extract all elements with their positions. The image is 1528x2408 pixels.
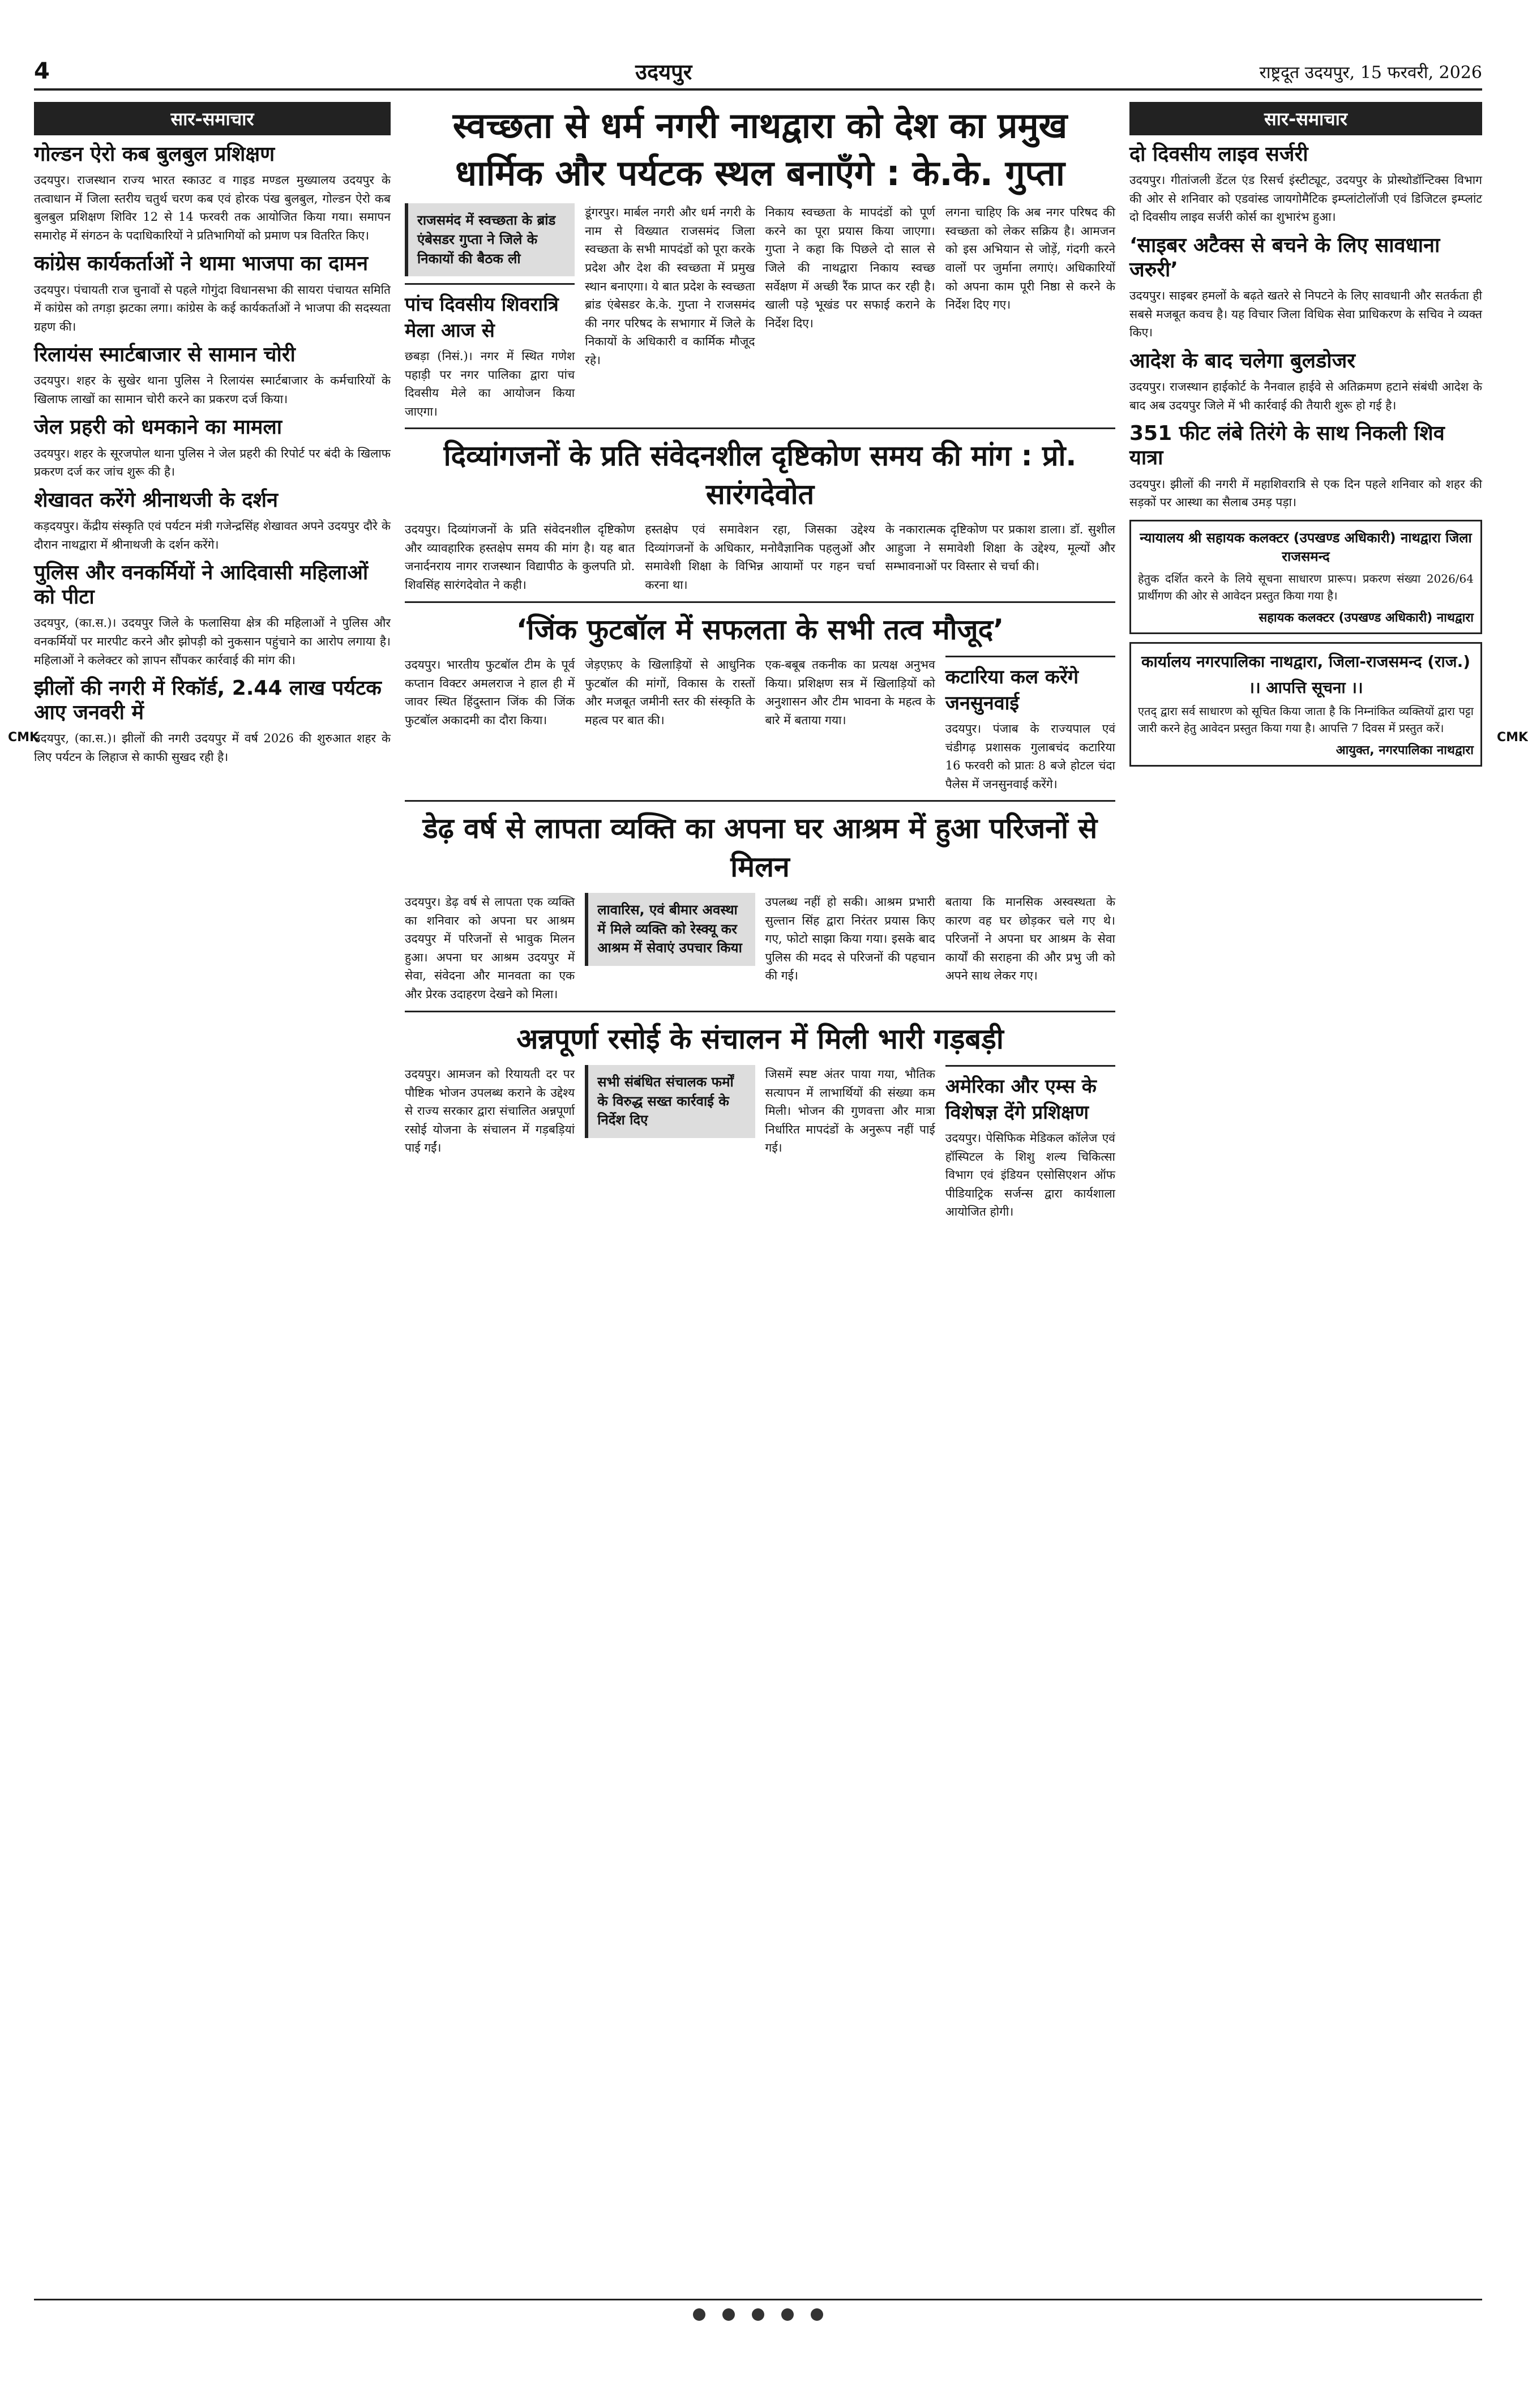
story-text: उदयपुर। पंचायती राज चुनावों से पहले गोगुंदा विधानसभा की सायरा पंचायत समिति में कांग्रेस को तगड़ा झटका लगा। कांग्रेस के कई कार्यकर्ताओं ने भाजपा की सदस्यता ग्रहण की। <box>34 283 391 333</box>
story-title: अमेरिका और एम्स के विशेषज्ञ देंगे प्रशिक्षण <box>945 1075 1097 1124</box>
color-dot-icon <box>693 2308 705 2321</box>
story-text: उदयपुर। पंजाब के राज्यपाल एवं चंडीगढ़ प्रशासक गुलाबचंद कटारिया 16 फरवरी को प्रातः 8 बजे होटल चंदा पैलेस में जनसुनवाई करेंगे। <box>945 722 1115 791</box>
registration-mark: CMK <box>1497 730 1528 745</box>
story-text: उदयपुर। पेसिफिक मेडिकल कॉलेज एवं हॉस्पिटल के शिशु शल्य चिकित्सा विभाग एवं इंडियन एसोसिएशन ऑफ पीडियाट्रिक सर्जन्स द्वारा कार्यशाला आयोजित होगी। <box>945 1131 1115 1219</box>
page-header <box>34 54 1482 91</box>
story-text: एक-बबूब तकनीक का प्रत्यक्ष अनुभव किया। प्रशिक्षण सत्र में खिलाड़ियों को अनुशासन और टीम भावना के महत्व के बारे में बताया गया। <box>765 658 935 727</box>
page-footer <box>34 2299 1482 2329</box>
story-text: उदयपुर, (का.स.)। उदयपुर जिले के फलासिया क्षेत्र की महिलाओं ने पुलिस और वनकर्मियों पर मारपीट करने और झोपड़ी को नुकसान पहुंचाने का आरोप लगाया है। महिलाओं ने कलेक्टर को ज्ञापन सौंपकर कार्रवाई की मांग की। <box>34 616 391 667</box>
story-text: लगना चाहिए कि अब नगर परिषद की स्वच्छता को लेकर सक्रिय है। आमजन को इस अभियान से जोड़ें, गंदगी करने वालों पर जुर्माना लगाएं। अधिकारियों को अपना काम पूरी निष्ठा से करने के निर्देश दिए गए। <box>945 206 1115 312</box>
story-text: उदयपुर। डेढ़ वर्ष से लापता एक व्यक्ति का शनिवार को अपना घर आश्रम उदयपुर में परिजनों से भावुक मिलन हुआ। अपना घर आश्रम उदयपुर में सेवा, संवेदना और मानवता का एक और प्रेरक उदाहरण देखने को मिला। <box>405 895 575 1001</box>
notice-title: न्यायालय श्री सहायक कलक्टर (उपखण्ड अधिकारी) नाथद्वारा जिला राजसमन्द <box>1140 529 1472 564</box>
story-text: जिसमें स्पष्ट अंतर पाया गया, भौतिक सत्यापन में लाभार्थियों की संख्या कम मिली। भोजन की गुणवत्ता और मात्रा निर्धारित मापदंडों के अनुरूप नहीं पाई गई। <box>765 1067 935 1155</box>
notice-text: एतद् द्वारा सर्व साधारण को सूचित किया जाता है कि निम्नांकित व्यक्तियों द्वारा पट्टा जारी करने हेतु आवेदन प्रस्तुत किया गया है। आपत्ति 7 दिवस में प्रस्तुत करें। <box>1138 704 1474 735</box>
story-text: उपलब्ध नहीं हो सकी। आश्रम प्रभारी सुल्तान सिंह द्वारा निरंतर प्रयास किए गए, फोटो साझा किया गया। इसके बाद पुलिस की मदद से परिजनों की पहचान की गई। <box>765 895 935 983</box>
story-title: पांच दिवसीय शिवरात्रि मेला आज से <box>405 293 559 343</box>
lead-headline: स्वच्छता से धर्म नगरी नाथद्वारा को देश का प्रमुख धार्मिक और पर्यटक स्थल बनाएँगे : के.के. गुप्ता <box>452 105 1068 194</box>
story-text: हस्तक्षेप एवं समावेशन रहा, जिसका उद्देश्य दिव्यांगजनों के अधिकार, मनोवैज्ञानिक पहलुओं और समावेशी शिक्षा के विभिन्न आयामों पर गहन चर्चा करना था। <box>645 523 875 592</box>
page-number: 4 <box>34 58 50 84</box>
legal-notice <box>1129 520 1482 634</box>
headline: ‘जिंक फुटबॉल में सफलता के सभी तत्व मौजूद’ <box>405 601 1115 649</box>
story-text: डूंगरपुर। मार्बल नगरी और धर्म नगरी के नाम से विख्यात राजसमंद जिला स्वच्छता के सभी मापदंडों को पूरा करके प्रदेश और देश की स्वच्छता में प्रमुख स्थान बनाएगा। ये बात प्रदेश के स्वच्छता ब्रांड एंबेसडर के.के. गुप्ता ने राजसमंद की नगर परिषद के सभागार में जिले के निकायों के अधिकारी व कार्मिक मौजूद रहे। <box>585 206 755 367</box>
story-title: ‘साइबर अटैक्स से बचने के लिए सावधाना जरुरी’ <box>1129 233 1440 282</box>
story-text: छबड़ा (निसं.)। नगर में स्थित गणेश पहाड़ी पर नगर पालिका द्वारा पांच दिवसीय मेले का आयोजन किया जाएगा। <box>405 349 575 418</box>
story-text: उदयपुर। भारतीय फुटबॉल टीम के पूर्व कप्तान विक्टर अमलराज ने हाल ही में जावर स्थित हिंदुस्तान जिंक की जिंक फुटबॉल अकादमी का दौरा किया। <box>405 658 575 727</box>
story-text: उदयपुर, (का.स.)। झीलों की नगरी उदयपुर में वर्ष 2026 की शुरुआत शहर के लिए पर्यटन के लिहाज से काफी सुखद रही है। <box>34 732 391 764</box>
story-text: उदयपुर। राजस्थान हाईकोर्ट के नैनवाल हाईवे से अतिक्रमण हटाने संबंधी आदेश के बाद अब उदयपुर जिले में भी कार्रवाई की तैयारी शुरू हो गई है। <box>1129 380 1482 412</box>
section-title: उदयपुर <box>635 59 692 84</box>
story-title: 351 फीट लंबे तिरंगे के साथ निकली शिव यात्रा <box>1129 422 1445 470</box>
story-text: उदयपुर। शहर के सुखेर थाना पुलिस ने रिलायंस स्मार्टबाजार के कर्मचारियों के खिलाफ लाखों का सामान चोरी करने का प्रकरण दर्ज किया। <box>34 374 391 406</box>
news-brief-kicker: सार-समाचार <box>1129 102 1482 135</box>
story-title: शेखावत करेंगे श्रीनाथजी के दर्शन <box>34 488 278 512</box>
date-line: राष्ट्रदूत उदयपुर, 15 फरवरी, 2026 <box>1259 62 1482 83</box>
left-column <box>34 102 391 2283</box>
story-title: गोल्डन ऐरो कब बुलबुल प्रशिक्षण <box>34 143 275 166</box>
story-text: बताया कि मानसिक अस्वस्थता के कारण वह घर छोड़कर चले गए थे। परिजनों ने अपना घर आश्रम के सेवा कार्यों की सराहना की और प्रभु जी को अपने साथ लेकर गए। <box>945 895 1115 983</box>
color-dot-icon <box>781 2308 794 2321</box>
right-column <box>1129 102 1482 2283</box>
notice-signature: आयुक्त, नगरपालिका नाथद्वारा <box>1336 743 1474 758</box>
story-title: कांग्रेस कार्यकर्ताओं ने थामा भाजपा का दामन <box>34 252 369 276</box>
story-title: आदेश के बाद चलेगा बुलडोजर <box>1129 349 1356 373</box>
story-text: निकाय स्वच्छता के मापदंडों को पूर्ण करने का पूरा प्रयास किया जाएगा। गुप्ता ने कहा कि पिछले दो साल से जिले की नाथद्वारा निकाय स्वच्छ सर्वेक्षण में अच्छी रैंक प्राप्त कर रही है। खाली पड़े भूखंड पर सफाई कराने के निर्देश दिए। <box>765 206 935 330</box>
color-dot-icon <box>811 2308 823 2321</box>
notice-signature: सहायक कलक्टर (उपखण्ड अधिकारी) नाथद्वारा <box>1259 610 1474 625</box>
registration-mark: CMK <box>8 730 40 745</box>
story-text: उदयपुर। आमजन को रियायती दर पर पौष्टिक भोजन उपलब्ध कराने के उद्देश्य से राज्य सरकार द्वारा संचालित अन्नपूर्णा रसोई योजना के संचालन में गड़बड़ियां पाई गईं। <box>405 1067 575 1155</box>
notice-text: हेतुक दर्शित करने के लिये सूचना साधारण प्रारूप। प्रकरण संख्या 2026/64 प्रार्थीगण की ओर से आवेदन प्रस्तुत किया गया है। <box>1138 571 1474 602</box>
municipal-notice <box>1129 642 1482 767</box>
story-title: दो दिवसीय लाइव सर्जरी <box>1129 143 1308 166</box>
middle-column <box>405 102 1115 2283</box>
story-title: जेल प्रहरी को धमकाने का मामला <box>34 416 283 439</box>
highlight-box: लावारिस, एवं बीमार अवस्था में मिले व्यक्ति को रेस्क्यू कर आश्रम में सेवाएं उपचार किया <box>585 893 755 966</box>
story-text: उदयपुर। झीलों की नगरी में महाशिवरात्रि से एक दिन पहले शनिवार को शहर की सड़कों पर आस्था का सैलाब उमड़ पड़ा। <box>1129 477 1482 510</box>
headline: डेढ़ वर्ष से लापता व्यक्ति का अपना घर आश्रम में हुआ परिजनों से मिलन <box>405 800 1115 886</box>
story-text: जेड़एफ़ए के खिलाड़ियों से आधुनिक फुटबॉल की मांगों, विकास के रास्तों और मजबूत जमीनी स्तर की संस्कृति के महत्व पर बात की। <box>585 658 755 727</box>
headline: अन्नपूर्णा रसोई के संचालन में मिली भारी गड़बड़ी <box>405 1011 1115 1059</box>
headline: दिव्यांगजनों के प्रति संवेदनशील दृष्टिकोण समय की मांग : प्रो. सारंगदेवोत <box>405 427 1115 514</box>
story-text: उदयपुर। दिव्यांगजनों के प्रति संवेदनशील दृष्टिकोण और व्यावहारिक हस्तक्षेप समय की मांग है। यह बात जनार्दनराय नागर राजस्थान विद्यापीठ के कुलपति प्रो. शिवसिंह सारंगदेवोत ने कही। <box>405 523 635 592</box>
story-text: उदयपुर। शहर के सूरजपोल थाना पुलिस ने जेल प्रहरी की रिपोर्ट पर बंदी के खिलाफ प्रकरण दर्ज कर जांच शुरू की है। <box>34 446 391 479</box>
story-text: उदयपुर। गीतांजली डेंटल एंड रिसर्च इंस्टीट्यूट, उदयपुर के प्रोस्थोडॉन्टिक्स विभाग की ओर से शनिवार को एडवांस्ड जायगोमैटिक इम्प्लांटोलॉजी एवं डिजिटल इम्प्लांट दो दिवसीय लाइव सर्जरी कोर्स का शुभारंभ हुआ। <box>1129 173 1482 224</box>
highlight-box: सभी संबंधित संचालक फर्मों के विरुद्ध सख्त कार्रवाई के निर्देश दिए <box>585 1065 755 1138</box>
story-title: पुलिस और वनकर्मियों ने आदिवासी महिलाओं को पीटा <box>34 561 369 609</box>
story-text: उदयपुर। साइबर हमलों के बढ़ते खतरे से निपटने के लिए सावधानी और सतर्कता ही सबसे मजबूत कवच है। यह विचार जिला विधिक सेवा प्राधिकरण के सचिव ने व्यक्त किए। <box>1129 289 1482 340</box>
highlight-box: राजसमंद में स्वच्छता के ब्रांड एंबेसडर गुप्ता ने जिले के निकायों की बैठक ली <box>405 203 575 276</box>
story-title: झीलों की नगरी में रिकॉर्ड, 2.44 लाख पर्यटक आए जनवरी में <box>34 677 382 725</box>
news-brief-kicker: सार-समाचार <box>34 102 391 135</box>
story-text: के नकारात्मक दृष्टिकोण पर प्रकाश डाला। डॉ. सुशील आहुजा ने समावेशी शिक्षा के उद्देश्य, मूल्यों और सम्भावनाओं पर विस्तार से चर्चा की। <box>885 523 1115 574</box>
story-text: उदयपुर। राजस्थान राज्य भारत स्काउट व गाइड मण्डल मुख्यालय उदयपुर के तत्वाधान में जिला स्तरीय चतुर्थ चरण कब एवं होरक पंख बुलबुल, गोल्डन ऐरो कब बुलबुल प्रशिक्षण शिविर 12 से 14 फरवरी तक आयोजित किया गया। समापन समारोह में संगठन के पदाधिकारियों ने प्रतिभागियों को प्रमाण पत्र वितरित किए। <box>34 173 391 242</box>
color-dot-icon <box>722 2308 735 2321</box>
story-title: कटारिया कल करेंगे जनसुनवाई <box>945 666 1079 715</box>
notice-subtitle: ।। आपत्ति सूचना ।। <box>1248 678 1363 697</box>
color-dot-icon <box>752 2308 764 2321</box>
notice-title: कार्यालय नगरपालिका नाथद्वारा, जिला-राजसमन्द (राज.) <box>1141 652 1470 671</box>
story-title: रिलायंस स्मार्टबाजार से सामान चोरी <box>34 343 296 367</box>
story-text: कड़दयपुर। केंद्रीय संस्कृति एवं पर्यटन मंत्री गजेन्द्रसिंह शेखावत अपने उदयपुर दौरे के दौरान नाथद्वारा में श्रीनाथजी के दर्शन करेंगे। <box>34 519 391 551</box>
